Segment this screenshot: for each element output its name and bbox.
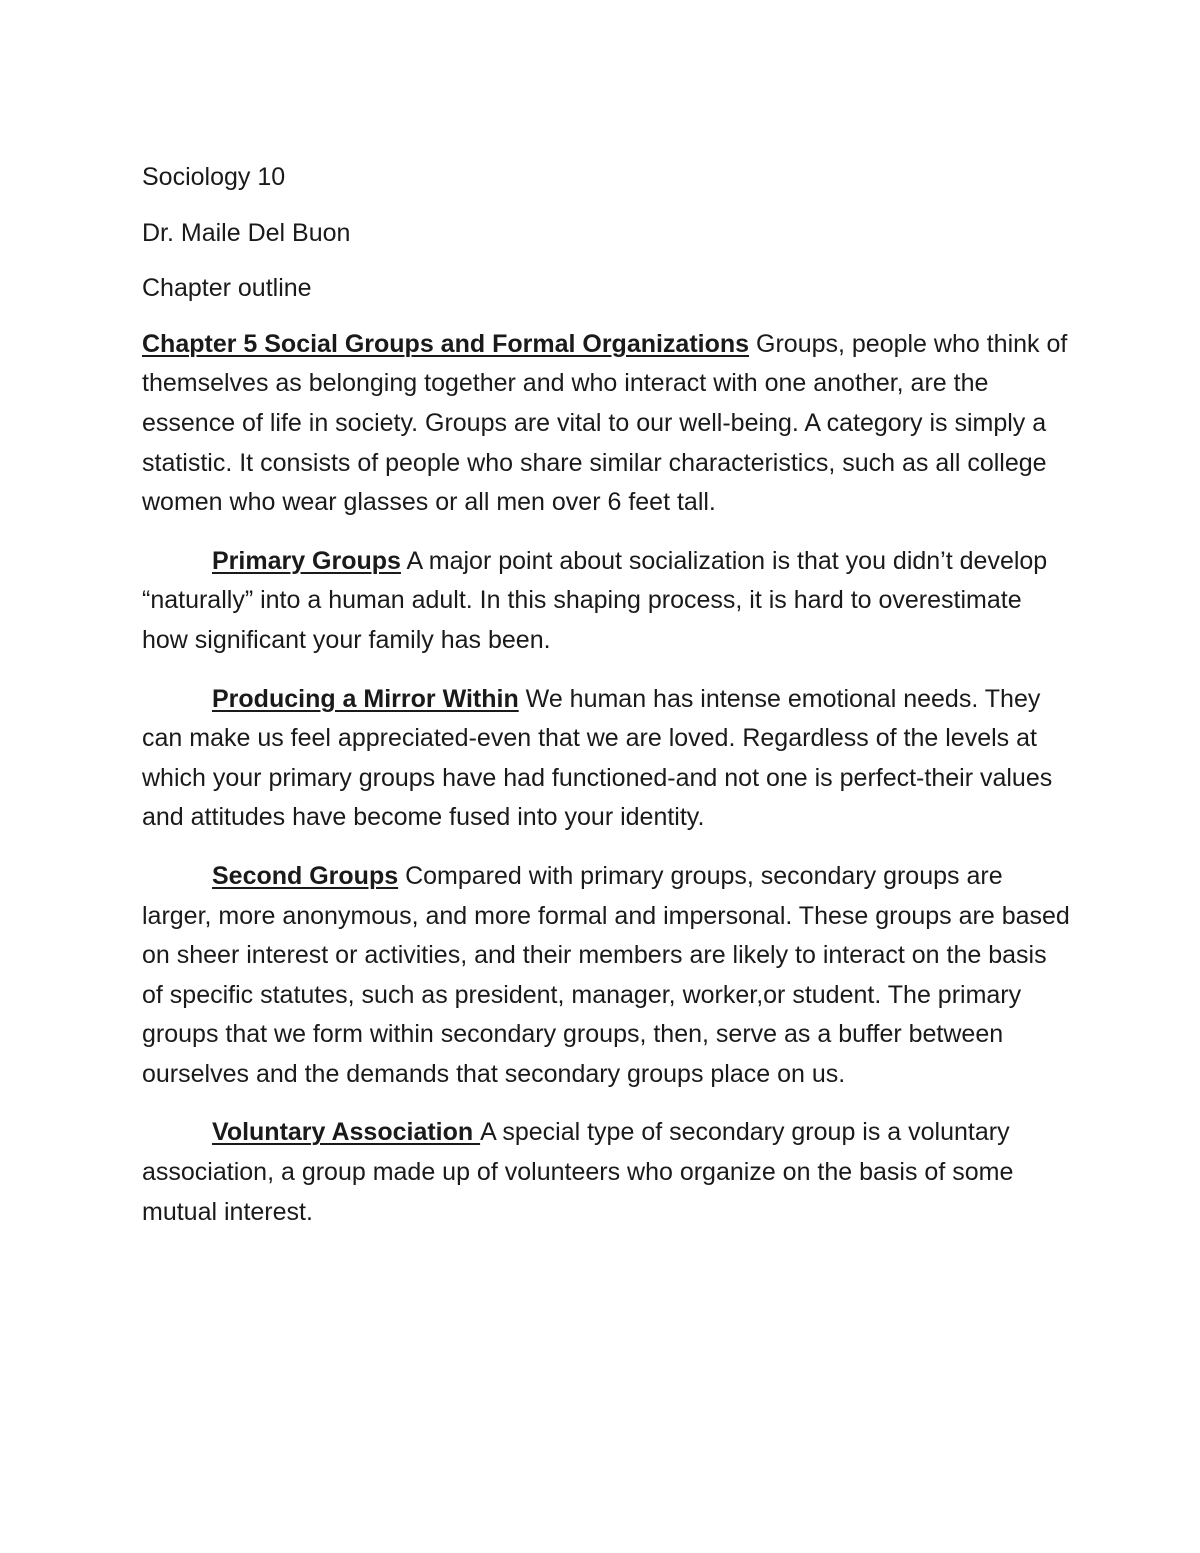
section-heading: Primary Groups	[212, 546, 401, 575]
section-body: A major point about socialization is that you didn’t develop “naturally” into a human adult. In this shaping process, it is hard to overestimate how significant your family has been.	[142, 546, 1048, 654]
section-heading: Chapter 5 Social Groups and Formal Organizations	[142, 329, 750, 358]
section-heading: Voluntary Association	[212, 1118, 481, 1147]
section-body: We human has intense emotional needs. They can make us feel appreciated-even that we are loved. Regardless of the levels at which your primary groups have had functioned-and not one is perfect-their values and attitudes have become fused into your identity.	[142, 684, 1053, 832]
section-voluntary-association	[142, 1113, 1072, 1232]
section-body: Compared with primary groups, secondary groups are larger, more anonymous, and more formal and impersonal. These groups are based on sheer interest or activities, and their members are likely to interact on the basis of specific statutes, such as president, manager, worker,or student. The primary groups that we form within secondary groups, then, serve as a buffer between ourselves and the demands that secondary groups place on us.	[142, 861, 1070, 1088]
section-second-groups	[142, 857, 1072, 1095]
section-body: A special type of secondary group is a voluntary association, a group made up of volunteers who organize on the basis of some mutual interest.	[142, 1118, 1014, 1226]
section-primary-groups	[142, 542, 1072, 661]
section-body: Groups, people who think of themselves as belonging together and who interact with one another, are the essence of life in society. Groups are vital to our well-being. A category is simply a statistic. It consists of people who share similar characteristics, such as all college women who wear glasses or all men over 6 feet tall.	[142, 329, 1068, 517]
section-chapter-5	[142, 325, 1072, 523]
section-heading: Producing a Mirror Within	[212, 684, 519, 713]
document-page	[142, 158, 1072, 1251]
course-title: Sociology 10	[142, 163, 286, 191]
document-type: Chapter outline	[142, 274, 312, 303]
section-heading: Second Groups	[212, 861, 399, 890]
section-mirror-within	[142, 680, 1072, 838]
instructor-name: Dr. Maile Del Buon	[142, 218, 351, 247]
